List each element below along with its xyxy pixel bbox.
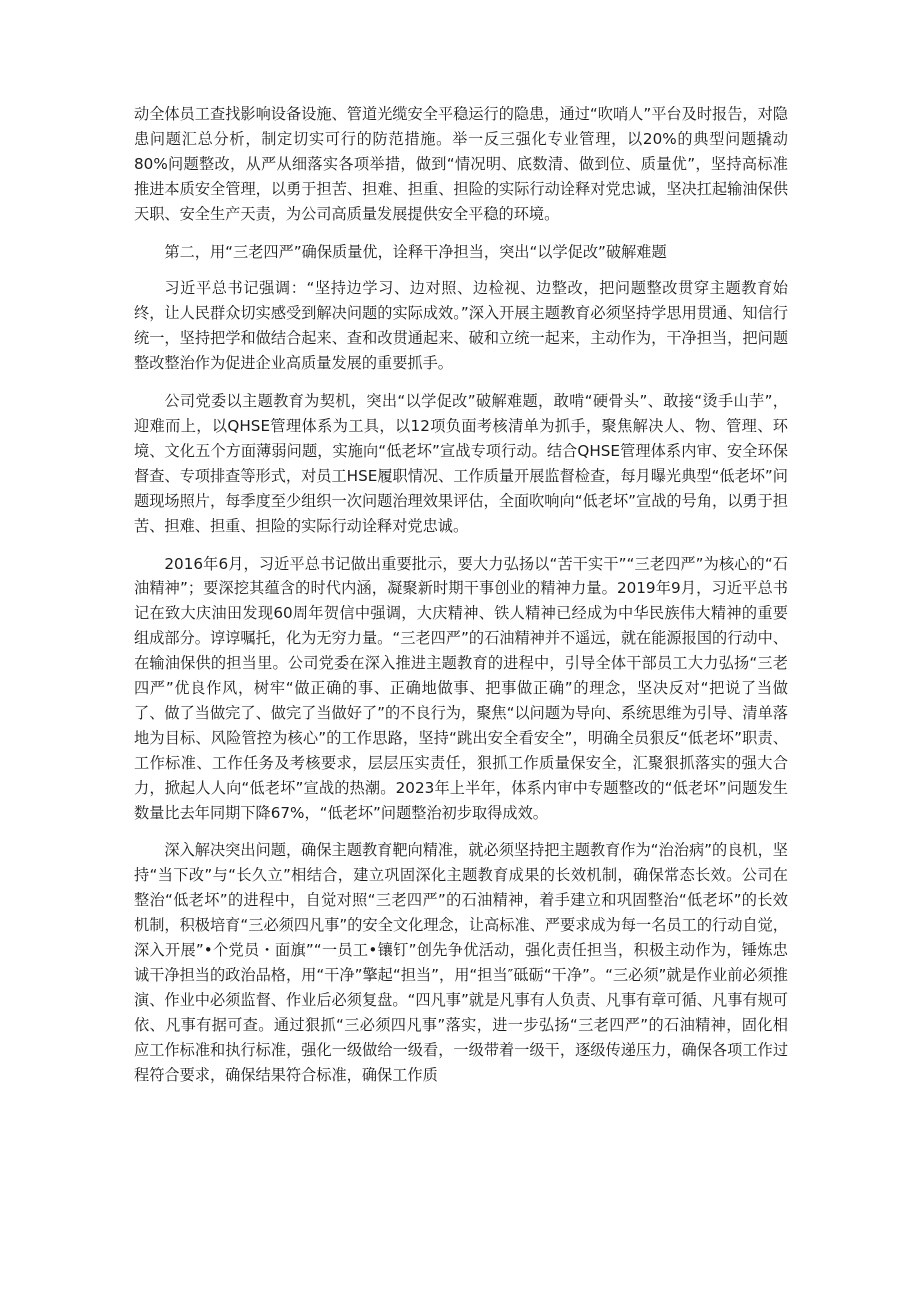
document-body <box>134 102 788 1101</box>
paragraph-long-term-mechanism: 深入解决突出问题，确保主题教育靶向精准，就必须坚持把主题教育作为“治治病”的良机，坚持“当下改”与“长久立”相结合，建立巩固深化主题教育成果的长效机制，确保常态长效。公司在整治“低老坏”的进程中，自觉对照“三老四严”的石油精神，着手建立和巩固整治“低老坏”的长效机制，积极培育“三必须四凡事”的安全文化理念，让高标准、严要求成为每一名员工的行动自觉，深入开展”•个党员・面旗”“一员工•镶钉”创先争优活动，强化责任担当，积极主动作为，锤炼忠诚干净担当的政治品格，用“干净”擎起“担当”，用“担当″砥砺“干净”。“三必须”就是作业前必须推演、作业中必须监督、作业后必须复盘。“四凡事”就是凡事有人负责、凡事有章可循、凡事有规可依、凡事有据可查。通过狠抓“三必须四凡事”落实，进一步弘扬“三老四严”的石油精神，固化相应工作标准和执行标准，强化一级做给一级看，一级带着一级干，逐级传递压力，确保各项工作过程符合要求，确保结果符合标准，确保工作质 <box>134 841 788 1084</box>
paragraph-continuation: 动全体员工查找影响设备设施、管道光缆安全平稳运行的隐患，通过“吹哨人”平台及时报告，对隐患问题汇总分析，制定切实可行的防范措施。举一反三强化专业管理，以20%的典型问题撬动80%问题整改，从严从细落实各项举措，做到“情况明、底数清、做到位、质量优”，坚持高标准推进本质安全管理，以勇于担苦、担难、担重、担险的实际行动诠释对党忠诚，坚决扛起输油保供天职、安全生产天责，为公司高质量发展提供安全平稳的环境。 <box>134 105 788 223</box>
paragraph-oil-spirit: 2016年6月，习近平总书记做出重要批示，要大力弘扬以“苦干实干”“三老四严”为核心的“石油精神”；要深挖其蕴含的时代内涵，凝聚新时期干事创业的精神力量。2019年9月，习近平总书记在致大庆油田发现60周年贺信中强调，大庆精神、铁人精神已经成为中华民族伟大精神的重要组成部分。谆谆嘱托，化为无穷力量。“三老四严”的石油精神并不遥远，就在能源报国的行动中、在输油保供的担当里。公司党委在深入推进主题教育的进程中，引导全体干部员工大力弘扬“三老四严”优良作风，树牢“做正确的事、正确地做事、把事做正确”的理念，坚决反对“把说了当做了、做了当做完了、做完了当做好了”的不良行为，聚焦“以问题为导向、系统思维为引导、清单落地为目标、风险管控为核心”的工作思路，坚持“跳出安全看安全”，明确全员狠反“低老坏”职责、工作标准、工作任务及考核要求，层层压实责任，狠抓工作质量保安全，汇聚狠抓落实的强大合力，掀起人人向“低老坏”宣战的热潮。2023年上半年，体系内审中专题整改的“低老坏”问题发生数量比去年同期下降67%，“低老坏”问题整治初步取得成效。 <box>134 554 788 822</box>
section-heading: 第二，用“三老四严”确保质量优，诠释干净担当，突出“以学促改”破解难题 <box>164 242 667 261</box>
paragraph-party-committee: 公司党委以主题教育为契机，突出“以学促改”破解难题，敢啃“硬骨头”、敢接“烫手山芋”，迎难而上，以QHSE管理体系为工具，以12项负面考核清单为抓手，聚焦解决人、物、管理、环境、文化五个方面薄弱问题，实施向“低老坏”宣战专项行动。结合QHSE管理体系内审、安全环保督查、专项排查等形式，对员工HSE履职情况、工作质量开展监督检查，每月曝光典型“低老坏”问题现场照片，每季度至少组织一次问题治理效果评估，全面吹响向“低老坏”宣战的号角，以勇于担苦、担难、担重、担险的实际行动诠释对党忠诚。 <box>134 392 788 535</box>
paragraph-quote: 习近平总书记强调：“坚持边学习、边对照、边检视、边整改，把问题整改贯穿主题教育始终，让人民群众切实感受到解决问题的实际成效。”深入开展主题教育必须坚持学思用贯通、知信行统一，坚持把学和做结合起来、查和改贯通起来、破和立统一起来，主动作为，干净担当，把问题整改整治作为促进企业高质量发展的重要抓手。 <box>134 279 788 373</box>
